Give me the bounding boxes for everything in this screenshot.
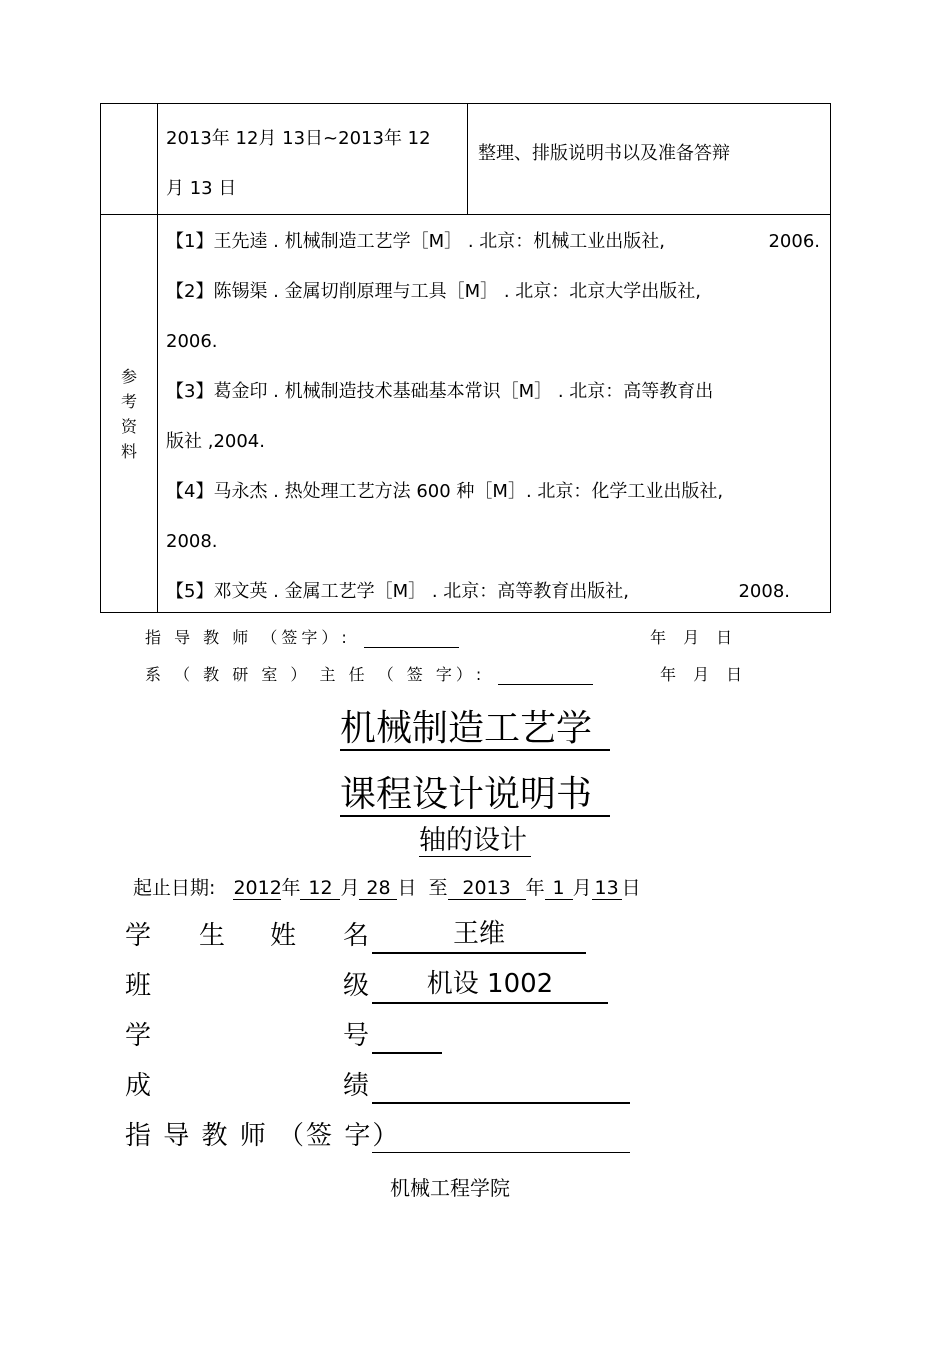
reference-3-line2: 版社 ,2004.: [166, 431, 265, 452]
advisor-signature-blank[interactable]: [364, 629, 459, 648]
references-label-char: 资: [120, 416, 137, 436]
references-label-char: 料: [120, 441, 137, 461]
advisor-signature-label: 指 导 教 师 （签字）:: [145, 628, 351, 647]
director-signature-date: 年 月 日: [660, 665, 749, 684]
reference-1-year: 2006.: [768, 231, 820, 252]
label-char: 成: [125, 1071, 152, 1101]
advisor-field[interactable]: [372, 1116, 630, 1153]
schedule-date-cell: [158, 104, 468, 215]
reference-5: [166, 567, 830, 617]
references-label-char: 参: [120, 366, 137, 386]
cover-subtitle-text: 轴的设计: [419, 825, 531, 857]
end-day[interactable]: 13: [592, 877, 622, 900]
references-label-char: 考: [120, 391, 137, 411]
schedule-table: [100, 103, 831, 613]
director-signature-blank[interactable]: [498, 666, 593, 685]
director-signature-line: [145, 662, 593, 685]
date-range: [133, 873, 641, 900]
cover-title-line2: [0, 766, 950, 817]
day-char: 日: [621, 877, 641, 899]
label-char: 级: [343, 971, 370, 1001]
year-char: 年: [281, 877, 301, 899]
date-range-label: 起止日期:: [133, 877, 216, 899]
label-char: 学: [125, 921, 152, 951]
references-list-cell: [158, 215, 831, 613]
reference-1: [166, 217, 830, 267]
schedule-row: [101, 104, 831, 215]
to-char: 至: [428, 877, 448, 899]
grade-field[interactable]: [372, 1066, 630, 1104]
reference-2-line2: 2006.: [166, 331, 218, 352]
schedule-task-cell: [468, 104, 831, 215]
cover-title-text: 机械制造工艺学: [340, 708, 610, 751]
schedule-date-line2: 月 13 日: [166, 178, 237, 199]
schedule-task: 整理、排版说明书以及准备答辩: [478, 143, 730, 164]
month-char: 月: [572, 877, 592, 899]
label-char: 绩: [343, 1071, 370, 1101]
school-name: 机械工程学院: [390, 1176, 510, 1200]
label-char: 姓: [270, 921, 297, 951]
reference-5-text: 【5】邓文英 . 金属工艺学［M］ . 北京：高等教育出版社,: [166, 581, 630, 602]
year-char: 年: [525, 877, 545, 899]
student-name-field[interactable]: 王维: [372, 916, 586, 954]
schedule-date-line1: 2013年 12月 13日~2013年 12: [166, 128, 431, 149]
label-char: 名: [343, 921, 370, 951]
label-char: 班: [125, 971, 152, 1001]
reference-2-line1: 【2】陈锡渠 . 金属切削原理与工具［M］ . 北京：北京大学出版社,: [166, 281, 702, 302]
month-char: 月: [340, 877, 360, 899]
label-char: 学: [125, 1021, 152, 1051]
advisor-signature-line: [145, 625, 459, 648]
end-month[interactable]: 1: [545, 877, 573, 900]
schedule-row-label-cell: [101, 104, 158, 215]
class-field[interactable]: 机设 1002: [372, 966, 608, 1004]
student-id-field[interactable]: [372, 1016, 442, 1054]
reference-5-year: 2008.: [738, 581, 790, 602]
cover-title-text: 课程设计说明书: [340, 774, 610, 817]
label-char: 生: [199, 921, 226, 951]
reference-3-line1: 【3】葛金印 . 机械制造技术基础基本常识［M］ . 北京：高等教育出: [166, 381, 714, 402]
start-year[interactable]: 2012: [233, 877, 282, 899]
advisor-signature-date: 年 月 日: [650, 628, 739, 647]
reference-4-line2: 2008.: [166, 531, 218, 552]
references-row: [101, 215, 831, 613]
references-label-cell: [101, 215, 158, 613]
start-month[interactable]: 12: [300, 877, 340, 900]
day-char: 日: [397, 877, 417, 899]
label-char: 号: [343, 1021, 370, 1051]
cover-subtitle: [0, 818, 950, 857]
advisor-label: 指 导 教 师 （签 字）: [125, 1121, 401, 1151]
reference-1-text: 【1】王先逵 . 机械制造工艺学［M］ . 北京：机械工业出版社,: [166, 231, 666, 252]
reference-4-line1: 【4】马永杰 . 热处理工艺方法 600 种［M］. 北京：化学工业出版社,: [166, 481, 724, 502]
cover-title-line1: [0, 700, 950, 751]
references-label: [120, 364, 138, 464]
end-year[interactable]: 2013: [448, 877, 526, 900]
director-signature-label: 系 （ 教 研 室 ） 主 任 （ 签 字）:: [145, 665, 486, 684]
start-day[interactable]: 28: [359, 877, 397, 900]
